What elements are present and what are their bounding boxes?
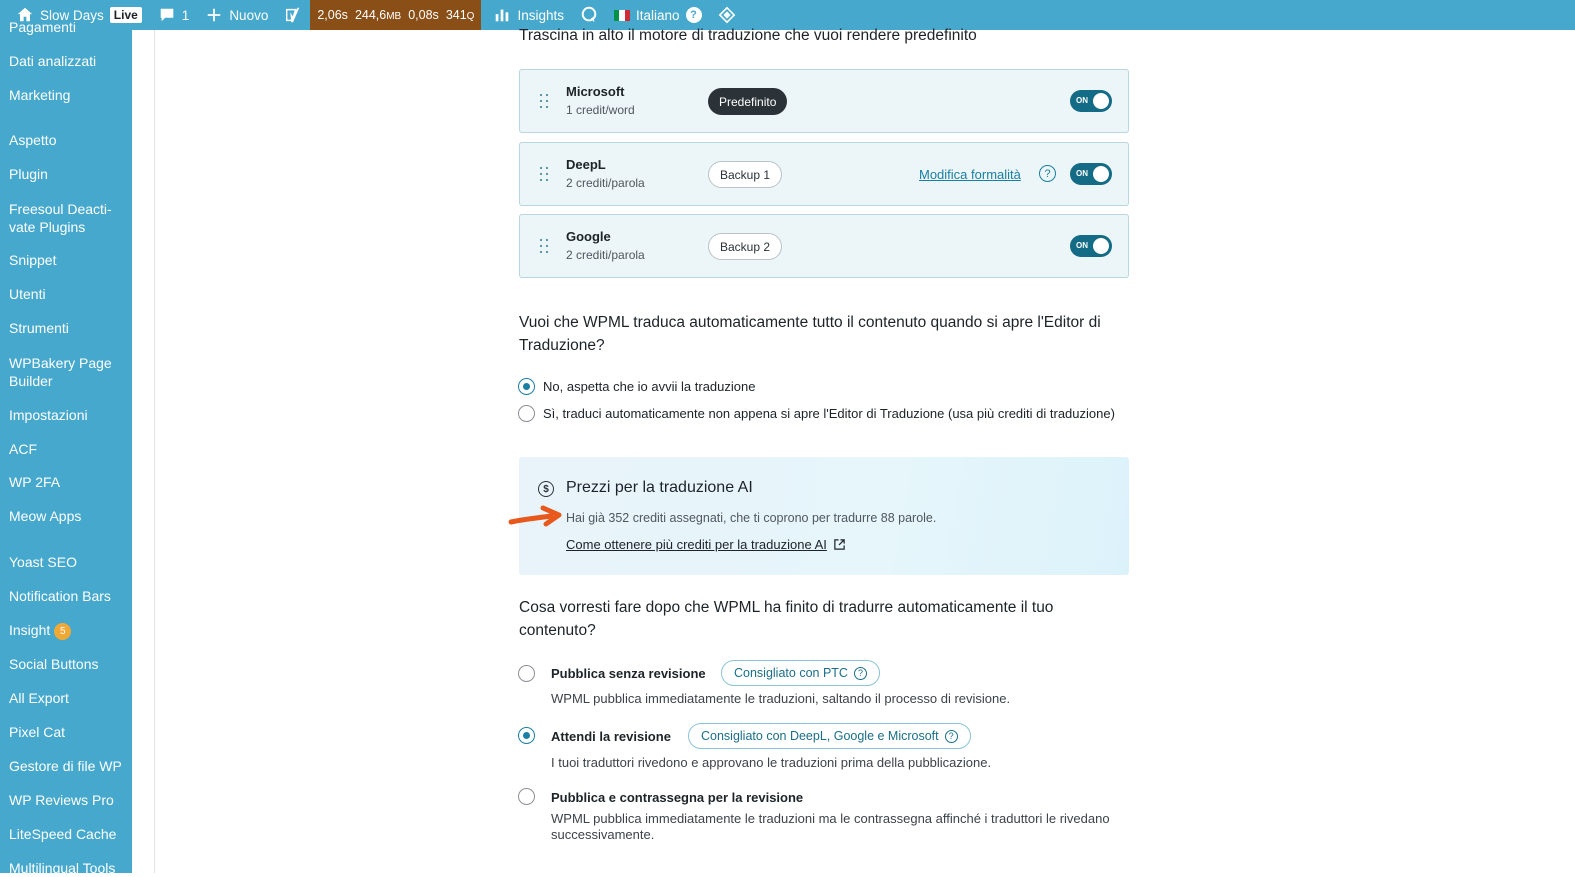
help-icon[interactable]: ?	[686, 7, 702, 23]
engine-name: Google	[566, 229, 611, 244]
sidebar-item-gestore-file[interactable]: Gestore di file WP	[9, 758, 122, 774]
drag-handle-icon[interactable]	[540, 167, 550, 183]
option-wait-review-desc: I tuoi traduttori rivedono e approvano le traduzioni prima della pubblicazione.	[551, 755, 992, 770]
new-label: Nuovo	[229, 7, 269, 23]
more-credits-link[interactable]	[566, 537, 846, 552]
query-monitor[interactable]	[310, 0, 481, 30]
ai-pricing-box	[519, 457, 1129, 575]
sidebar-item-marketing[interactable]: Marketing	[9, 87, 71, 103]
sidebar-item-impostazioni[interactable]: Impostazioni	[9, 407, 88, 423]
dollar-circle-icon: $	[538, 481, 554, 497]
bar-chart-icon	[493, 6, 511, 24]
sidebar-item-insight[interactable]	[9, 621, 129, 640]
help-circle-icon[interactable]: ?	[1039, 165, 1056, 182]
option-label: No, aspetta che io avvii la traduzione	[543, 379, 756, 394]
engines-title: Trascina in alto il motore di traduzione che vuoi rendere predefinito	[519, 27, 977, 44]
language-label: Italiano	[635, 7, 680, 23]
backup-badge: Backup 2	[708, 233, 782, 260]
drag-handle-icon[interactable]	[540, 94, 550, 110]
insights-menu[interactable]	[481, 0, 572, 30]
yoast-icon	[284, 6, 302, 24]
yoast-menu[interactable]	[276, 0, 310, 30]
comments-menu[interactable]	[150, 0, 198, 30]
engine-toggle-microsoft[interactable]: ON	[1070, 90, 1112, 112]
engine-row-google[interactable]	[519, 214, 1129, 278]
auto-translate-option-yes[interactable]	[518, 405, 1115, 422]
option-wait-review-title[interactable]: Attendi la revisione	[551, 729, 671, 744]
sidebar-item-freesoul[interactable]: Freesoul Deacti-vate Plugins	[9, 201, 112, 235]
drag-handle-icon[interactable]	[540, 239, 550, 255]
sidebar-item-wp-reviews-pro[interactable]: WP Reviews Pro	[9, 792, 114, 808]
sidebar-item-acf[interactable]: ACF	[9, 441, 37, 457]
sidebar-item-notification-bars[interactable]: Notification Bars	[9, 588, 111, 604]
perf-queries: 341Q	[445, 8, 475, 22]
engine-row-deepl[interactable]	[519, 142, 1129, 206]
ai-pricing-title: Prezzi per la traduzione AI	[566, 479, 753, 496]
perf-query-time: 0,08s	[408, 8, 439, 22]
radio-unselected[interactable]	[518, 405, 535, 422]
perf-memory: 244,6MB	[354, 8, 402, 22]
sidebar-item-snippet[interactable]: Snippet	[9, 252, 57, 268]
recommended-engines-badge: Consigliato con DeepL, Google e Microsoft ?	[688, 723, 971, 749]
engine-toggle-google[interactable]: ON	[1070, 235, 1112, 257]
plus-icon	[205, 6, 223, 24]
italy-flag-icon	[614, 10, 630, 21]
more-credits-link-label: Come ottenere più crediti per la traduzione AI	[566, 537, 827, 552]
sidebar-item-social-buttons[interactable]: Social Buttons	[9, 656, 99, 672]
option-publish-radio[interactable]	[518, 665, 535, 682]
ai-credits-text: Hai già 352 crediti assegnati, che ti coprono per tradurre 88 parole.	[566, 511, 937, 525]
edit-formality-link[interactable]: Modifica formalità	[919, 167, 1021, 182]
insights-label: Insights	[517, 7, 564, 23]
comments-count: 1	[181, 7, 190, 23]
comment-icon	[158, 6, 176, 24]
engine-name: Microsoft	[566, 84, 625, 99]
sidebar-item-insight-label: Insight	[9, 622, 51, 638]
language-switcher[interactable]	[606, 0, 710, 30]
engine-row-microsoft[interactable]	[519, 69, 1129, 133]
sidebar-item-multilingual-tools[interactable]: Multilingual Tools	[9, 860, 116, 876]
after-translate-question: Cosa vorresti fare dopo che WPML ha finito di tradurre automaticamente il tuo contenuto?	[519, 599, 1054, 639]
sidebar-item-yoast-seo[interactable]: Yoast SEO	[9, 554, 77, 570]
perf-time: 2,06s	[317, 8, 348, 22]
sidebar-item-wp-2fa[interactable]: WP 2FA	[9, 474, 61, 490]
default-badge: Predefinito	[708, 88, 787, 115]
engine-name: DeepL	[566, 157, 606, 172]
admin-sidebar	[0, 19, 132, 876]
option-label: Sì, traduci automaticamente non appena si apre l'Editor di Traduzione (usa più crediti di traduzione)	[543, 406, 1115, 421]
sidebar-item-plugin[interactable]: Plugin	[9, 166, 48, 182]
sidebar-item-pagamenti-partial[interactable]: Pagamenti	[9, 19, 76, 35]
sidebar-item-utenti[interactable]: Utenti	[9, 286, 46, 302]
external-link-icon	[833, 538, 846, 551]
auto-translate-question: Vuoi che WPML traduca automaticamente tutto il contenuto quando si apre l'Editor di Traduzione?	[519, 314, 1101, 354]
sidebar-item-aspetto[interactable]: Aspetto	[9, 132, 57, 148]
engine-cost: 2 crediti/parola	[566, 176, 645, 190]
option-publish-desc: WPML pubblica immediatamente le traduzioni, saltando il processo di revisione.	[551, 691, 1011, 706]
sidebar-item-pixel-cat[interactable]: Pixel Cat	[9, 724, 66, 740]
help-circle-icon[interactable]: ?	[945, 730, 958, 743]
admin-bar	[0, 0, 1575, 30]
radio-selected[interactable]	[518, 378, 535, 395]
help-circle-icon[interactable]: ?	[854, 667, 867, 680]
engine-toggle-deepl[interactable]: ON	[1070, 163, 1112, 185]
option-publish-title[interactable]: Pubblica senza revisione	[551, 666, 706, 681]
recommended-ptc-badge: Consigliato con PTC ?	[721, 660, 880, 686]
sidebar-item-strumenti[interactable]: Strumenti	[9, 320, 69, 336]
option-publish-flag-radio[interactable]	[518, 788, 535, 805]
sidebar-item-meow-apps[interactable]: Meow Apps	[9, 508, 82, 524]
engine-cost: 2 crediti/parola	[566, 248, 645, 262]
translation-bubble-icon	[580, 6, 598, 24]
sidebar-item-wpbakery[interactable]: WPBakery Page Builder	[9, 355, 112, 389]
orange-arrow-annotation	[507, 503, 563, 529]
diamond-menu[interactable]	[710, 0, 744, 30]
site-name: Slow Days	[40, 7, 104, 23]
backup-badge: Backup 1	[708, 161, 782, 188]
auto-translate-option-no[interactable]	[518, 378, 755, 395]
option-publish-flag-desc: WPML pubblica immediatamente le traduzioni ma le contrassegna affinché i traduttori le rivedano successivamente.	[551, 811, 1110, 842]
live-badge: Live	[110, 7, 142, 23]
engine-cost: 1 credit/word	[566, 103, 635, 117]
option-publish-flag-title[interactable]: Pubblica e contrassegna per la revisione	[551, 790, 804, 805]
sidebar-item-dati-analizzati[interactable]: Dati analizzati	[9, 53, 97, 69]
sidebar-item-all-export[interactable]: All Export	[9, 690, 69, 706]
diamond-icon	[718, 6, 736, 24]
insight-count-badge: 5	[54, 623, 71, 640]
content-divider	[154, 30, 155, 873]
new-content-menu[interactable]	[197, 0, 276, 30]
wpml-translation-menu[interactable]	[572, 0, 606, 30]
option-wait-review-radio[interactable]	[518, 727, 535, 744]
sidebar-item-litespeed-cache[interactable]: LiteSpeed Cache	[9, 826, 117, 842]
